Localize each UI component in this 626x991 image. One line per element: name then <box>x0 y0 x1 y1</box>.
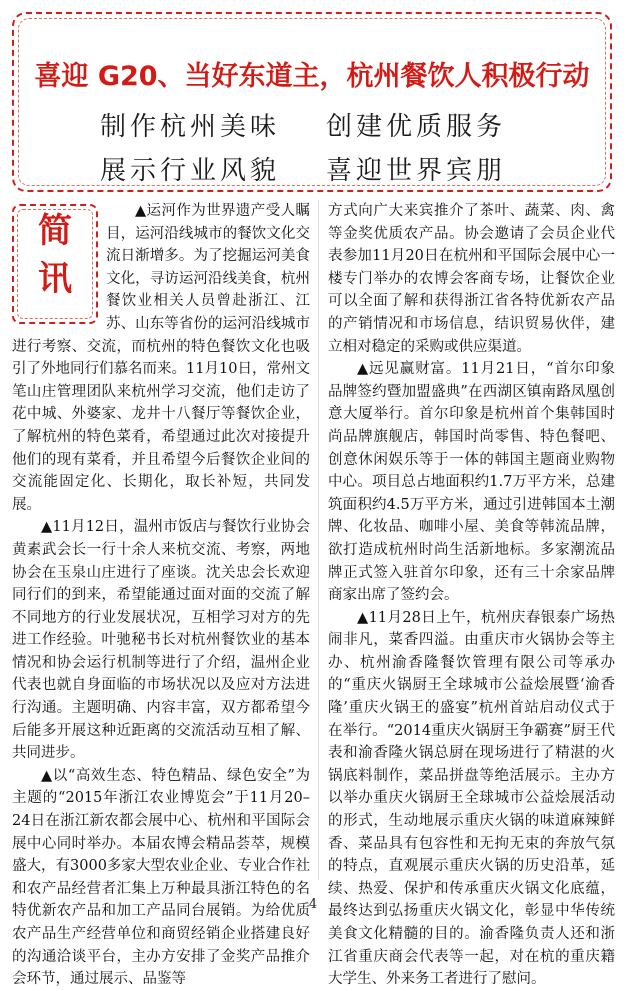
news-item-seoul-impression: ▲远见赢财富。11月21日，“首尔印象品牌签约暨加盟盛典”在西湖区镇南路凤凰创意大厦举行。首尔印象是杭州首个集韩国时尚品牌旗舰店，韩国时尚零售、特色餐吧、创意休闲娱乐等于一体的韩国主题商业购物中心。项目总占地面积约1.7万平方米，总建筑面积约4.5万平方米，通过引进韩国本土潮牌、化妆品、咖啡小屋、美食等韩流品牌，欲打造成杭州时尚生活新地标。多家潮流品牌正式签入驻首尔印象，还有三十余家品牌商家出席了签约会。 <box>328 361 615 604</box>
news-item-agri-expo: ▲以“高效生态、特色精品、绿色安全”为主题的“2015年浙江农业博览会”于11月20–24日在浙江新农都会展中心、杭州和平国际会展中心同时举办。本届农博会精品荟萃，规模盛大，有3000多家大型农业企业、专业合作社和农产品经营者汇集上万种最具浙江特色的名特优新农产品和加工产品同台展销。为给优质农产品生产经营单位和商贸经销企业搭建良好的沟通洽谈平台，主办方安排了金奖产品推介会环节，通过展示、品鉴等 <box>12 767 310 988</box>
page-number: 4 <box>308 897 318 912</box>
news-item-chongqing-hotpot: ▲11月28日上午，杭州庆春银泰广场热闹非凡，菜香四溢。由重庆市火锅协会等主办、杭州渝香隆餐饮管理有限公司等承办的“重庆火锅厨王全球城市公益烩展暨‘渝香隆’重庆火锅王的盛宴”杭州首站启动仪式于在举行。“2014重庆火锅厨王争霸赛”厨王代表和渝香隆火锅总厨在现场进行了精湛的火锅底料制作，菜品拼盘等绝活展示。主办方以举办重庆火锅厨王全球城市公益烩展活动的形式，生动地展示重庆火锅的味道麻辣鲜香、菜品具有包容性和无拘无束的奔放气氛的特点，直观展示重庆火锅的历史沿革，延续、热爱、保护和传承重庆火锅文化底蕴，最终达到弘扬重庆火锅文化，彰显中华传统美食文化精髓的目的。渝香隆负责人还和浙江省重庆商会代表等一起，对在杭的重庆籍大学生、外来务工者进行了慰问。 <box>328 609 615 988</box>
headline-banner <box>12 12 612 192</box>
label-char-xun: 讯 <box>38 259 72 299</box>
news-item-agri-expo-continued: 方式向广大来宾推介了茶叶、蔬菜、肉、禽等金奖优质农产品。协会邀请了会员企业代表参加11月20日在杭州和平国际会展中心一楼专门举办的农博会客商专场，让餐饮企业可以全面了解和获得浙江省各特优新农产品的产销情况和市场信息，结识贸易伙伴，建立相对稳定的采购或供应渠道。 <box>328 203 615 355</box>
banner-title: 喜迎 G20、当好东道主，杭州餐饮人积极行动 <box>34 61 590 92</box>
left-column <box>12 200 310 991</box>
banner-slogan-line-2 <box>100 150 560 187</box>
slogan-2-right: 喜迎世界宾朋 <box>326 156 507 186</box>
news-brief-label <box>12 204 98 324</box>
news-item-wenzhou-visit: ▲11月12日，温州市饭店与餐饮行业协会黄素武会长一行十余人来杭交流、考察，两地协会在玉泉山庄进行了座谈。沈关忠会长欢迎同行们的到来，希望能通过面对面的交流了解不同地方的行业发展状况，互相学习对方的先进工作经验。叶驰秘书长对杭州餐饮业的基本情况和协会运行机制等进行了介绍，温州企业代表也就自身面临的市场状况以及应对方法进行沟通。主题明确、内容丰富，双方都希望今后能多开展这种近距离的交流活动互相了解、共同进步。 <box>12 519 310 762</box>
banner-slogan-line-1 <box>100 106 560 143</box>
slogan-1-left: 制作杭州美味 <box>100 112 281 142</box>
news-item-grand-canal: ▲运河作为世界遗产受人瞩目，运河沿线城市的餐饮文化交流日渐增多。为了挖掘运河美食文化，寻访运河沿线美食，杭州餐饮业相关人员曾赴浙江、江苏、山东等省份的运河沿线城市进行考察、交流，而杭州的特色餐饮文化也吸引了外地同行们慕名而来。11月10日，常州文笔山庄管理团队来杭州学习交流，他们走访了花中城、外婆家、龙井十八餐厅等餐饮企业，了解杭州的特色菜肴，希望通过此次对接提升他们的现有菜肴，并且希望今后餐饮企业间的交流能固定化、长期化，取长补短，共同发展。 <box>12 203 310 513</box>
slogan-1-right: 创建优质服务 <box>326 112 507 142</box>
column-divider <box>318 200 319 880</box>
right-column <box>328 200 615 991</box>
label-char-jian: 简 <box>38 211 72 251</box>
slogan-2-left: 展示行业风貌 <box>100 156 281 186</box>
